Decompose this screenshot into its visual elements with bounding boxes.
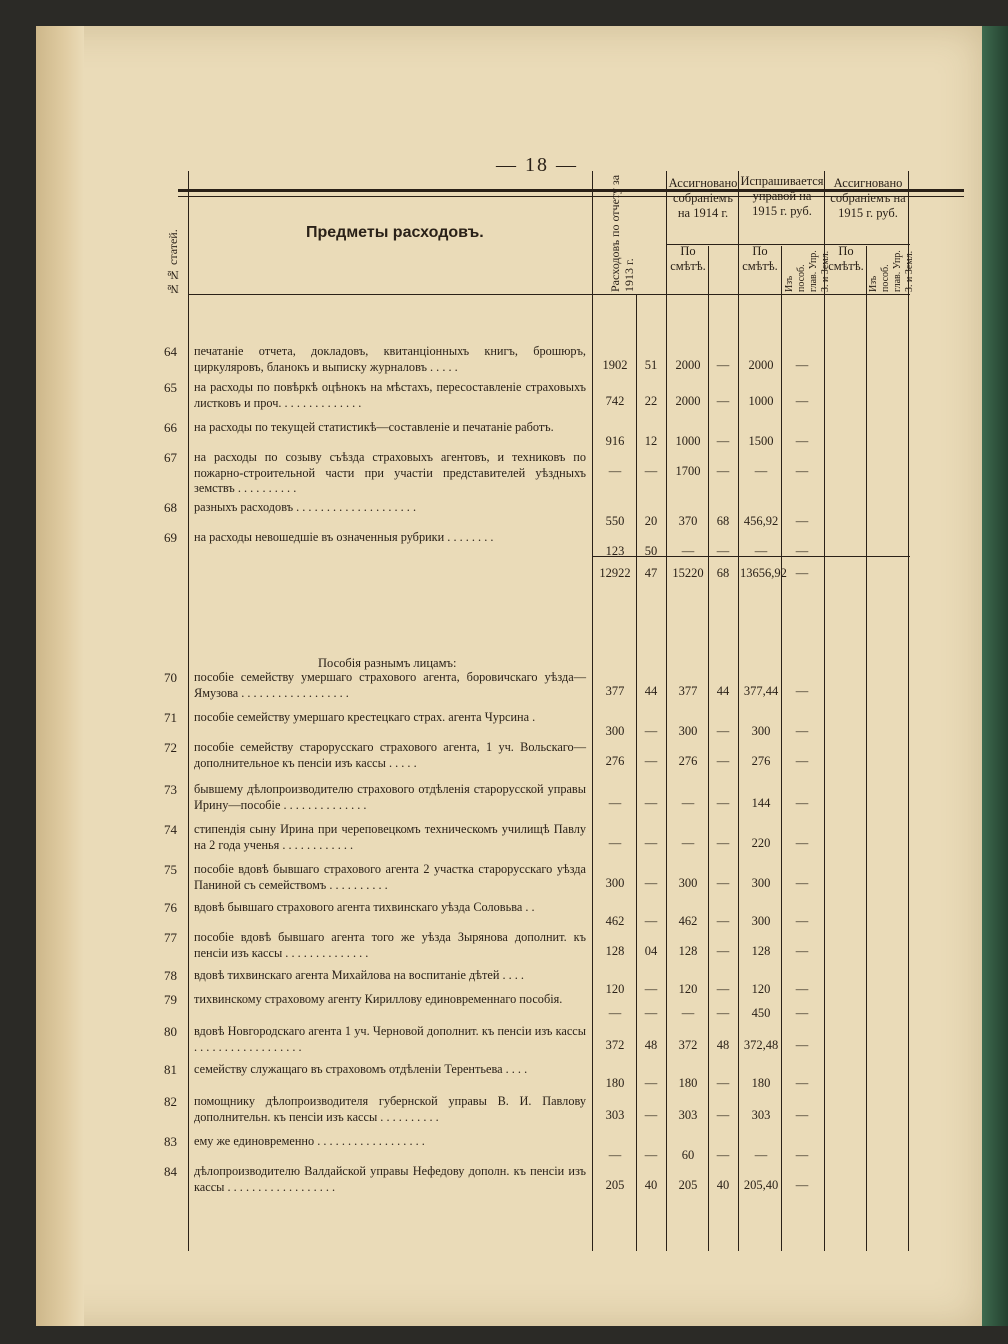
cell-a2: — bbox=[716, 836, 730, 850]
cell-r2: — bbox=[644, 1006, 658, 1020]
cell-r2: — bbox=[644, 464, 658, 478]
page-number: — 18 — bbox=[496, 154, 578, 176]
header-po-smete-1915b: По смѣтѣ. bbox=[828, 244, 864, 273]
total-q2: — bbox=[795, 566, 809, 580]
cell-a2: — bbox=[716, 394, 730, 408]
cell-r2: 44 bbox=[644, 684, 658, 698]
row-number: 67 bbox=[164, 450, 177, 465]
cell-r1: — bbox=[608, 1006, 622, 1020]
cell-a1: 60 bbox=[681, 1148, 695, 1162]
row-number: 64 bbox=[164, 344, 177, 359]
cell-r2: 50 bbox=[644, 544, 658, 558]
row-description: на расходы по повѣркѣ оцѣнокъ на мѣстахъ, пересоставленіе страховыхъ листковъ и проч. . . . . . . . . . . . . . bbox=[194, 380, 586, 410]
cell-q2: — bbox=[795, 1038, 809, 1052]
row-description: разныхъ расходовъ . . . . . . . . . . . . . . . . . . . . bbox=[194, 500, 417, 514]
cell-a2: — bbox=[716, 944, 730, 958]
cell-r1: — bbox=[608, 796, 622, 810]
cell-q1: 450 bbox=[751, 1006, 771, 1020]
cell-r1: 372 bbox=[605, 1038, 625, 1052]
cell-q2: — bbox=[795, 1178, 809, 1192]
cell-a1: — bbox=[681, 836, 695, 850]
cell-r1: 120 bbox=[605, 982, 625, 996]
cell-a2: — bbox=[716, 464, 730, 478]
cell-r1: — bbox=[608, 464, 622, 478]
row-number: 71 bbox=[164, 710, 177, 725]
cell-a1: — bbox=[681, 544, 695, 558]
book-page bbox=[36, 26, 982, 1326]
cell-r1: 276 bbox=[605, 754, 625, 768]
header-bottom-rule bbox=[188, 294, 910, 295]
cell-a2: — bbox=[716, 796, 730, 810]
cell-a2: — bbox=[716, 754, 730, 768]
cell-q2: — bbox=[795, 1148, 809, 1162]
cell-r2: 20 bbox=[644, 514, 658, 528]
cell-a1: 128 bbox=[678, 944, 698, 958]
cell-q1: 377,44 bbox=[743, 684, 779, 698]
page-gutter bbox=[36, 26, 84, 1326]
col-line bbox=[824, 171, 825, 1251]
cell-q1: 456,92 bbox=[743, 514, 779, 528]
cell-r1: 916 bbox=[605, 434, 625, 448]
cell-a1: 377 bbox=[678, 684, 698, 698]
row-description: семейству служащаго въ страховомъ отдѣленіи Терентьева . . . . bbox=[194, 1062, 528, 1076]
cell-a1: 303 bbox=[678, 1108, 698, 1122]
row-description: бывшему дѣлопроизводителю страхового отдѣленія старорусской управы Ирину—пособіе . . . . . . . . . . . . . . bbox=[194, 782, 586, 812]
row-number: 69 bbox=[164, 530, 177, 545]
cell-r2: 04 bbox=[644, 944, 658, 958]
row-description: дѣлопроизводителю Валдайской управы Нефедову дополн. къ пенсіи изъ кассы . . . . . . . . . . . . . . . . . . bbox=[194, 1164, 586, 1194]
row-description: стипендія сыну Ирина при череповецкомъ техническомъ училищѣ Павлу на 2 года ученья . . . . . . . . . . . . bbox=[194, 822, 586, 852]
cell-a2: 44 bbox=[716, 684, 730, 698]
cell-a1: 276 bbox=[678, 754, 698, 768]
cell-q2: — bbox=[795, 982, 809, 996]
cell-r1: 303 bbox=[605, 1108, 625, 1122]
cell-r2: — bbox=[644, 1076, 658, 1090]
cell-a2: 48 bbox=[716, 1038, 730, 1052]
cell-a1: 2000 bbox=[675, 394, 701, 408]
row-number: 79 bbox=[164, 992, 177, 1007]
cell-r2: — bbox=[644, 876, 658, 890]
cell-a1: 372 bbox=[678, 1038, 698, 1052]
row-number: 82 bbox=[164, 1094, 177, 1109]
cell-q1: — bbox=[754, 1148, 768, 1162]
cell-a1: 462 bbox=[678, 914, 698, 928]
cell-q1: 220 bbox=[751, 836, 771, 850]
row-number: 75 bbox=[164, 862, 177, 877]
cell-q2: — bbox=[795, 1076, 809, 1090]
header-col-report: Расходовъ по отчету за 1913 г. bbox=[608, 174, 636, 292]
row-number: 81 bbox=[164, 1062, 177, 1077]
cell-q1: 372,48 bbox=[743, 1038, 779, 1052]
cell-a1: 1000 bbox=[675, 434, 701, 448]
row-description: печатаніе отчета, докладовъ, квитанціонныхъ книгъ, брошюръ, циркуляровъ, бланокъ и выписку журналовъ . . . . . bbox=[194, 344, 586, 374]
row-number: 74 bbox=[164, 822, 177, 837]
cell-q2: — bbox=[795, 358, 809, 372]
cell-r1: 462 bbox=[605, 914, 625, 928]
cell-q1: 1500 bbox=[748, 434, 774, 448]
cell-r2: 12 bbox=[644, 434, 658, 448]
cell-q2: — bbox=[795, 914, 809, 928]
cell-r2: — bbox=[644, 1108, 658, 1122]
total-a1: 15220 bbox=[672, 566, 704, 580]
cell-r1: 180 bbox=[605, 1076, 625, 1090]
row-number: 84 bbox=[164, 1164, 177, 1179]
col-line bbox=[592, 171, 593, 1251]
cell-a2: — bbox=[716, 544, 730, 558]
row-description: на расходы по созыву съѣзда страховыхъ агентовъ, и техниковъ по пожарно-строительной части при участіи представителей уѣздныхъ земствъ . . . . . . . . . . bbox=[194, 450, 586, 495]
header-col-num: №№ статей. bbox=[166, 229, 180, 296]
row-number: 83 bbox=[164, 1134, 177, 1149]
cell-r2: — bbox=[644, 1148, 658, 1162]
cell-q1: 300 bbox=[751, 914, 771, 928]
cell-q1: 276 bbox=[751, 754, 771, 768]
cell-a1: 300 bbox=[678, 876, 698, 890]
cell-r2: 51 bbox=[644, 358, 658, 372]
row-number: 66 bbox=[164, 420, 177, 435]
cell-r1: 742 bbox=[605, 394, 625, 408]
row-description: помощнику дѣлопроизводителя губернской управы В. И. Павлову дополнительн. къ пенсіи изъ кассы . . . . . . . . . . bbox=[194, 1094, 586, 1124]
col-line bbox=[188, 171, 189, 1251]
col-line bbox=[908, 171, 909, 1251]
cell-a1: 370 bbox=[678, 514, 698, 528]
cell-r1: 300 bbox=[605, 724, 625, 738]
header-col-requested-1915: Испрашивается управой на 1915 г. руб. bbox=[740, 174, 824, 218]
total-a2: 68 bbox=[716, 566, 730, 580]
header-col-assigned-1915: Ассигновано собраніемъ на 1915 г. руб. bbox=[830, 176, 906, 220]
cell-q2: — bbox=[795, 724, 809, 738]
cell-q1: 300 bbox=[751, 724, 771, 738]
cell-q1: 2000 bbox=[748, 358, 774, 372]
row-number: 68 bbox=[164, 500, 177, 515]
row-description: на расходы невошедшіе въ означенныя рубрики . . . . . . . . bbox=[194, 530, 494, 544]
cell-a1: — bbox=[681, 796, 695, 810]
cell-r1: 205 bbox=[605, 1178, 625, 1192]
cell-a1: 180 bbox=[678, 1076, 698, 1090]
row-number: 80 bbox=[164, 1024, 177, 1039]
row-number: 78 bbox=[164, 968, 177, 983]
cell-a2: — bbox=[716, 1148, 730, 1162]
cell-q2: — bbox=[795, 754, 809, 768]
row-description: пособіе семейству умершаго крестецкаго страх. агента Чурсина . bbox=[194, 710, 536, 724]
cell-r1: 377 bbox=[605, 684, 625, 698]
cell-q2: — bbox=[795, 514, 809, 528]
cell-r2: 40 bbox=[644, 1178, 658, 1192]
cell-a1: 120 bbox=[678, 982, 698, 996]
cell-r2: — bbox=[644, 914, 658, 928]
row-description: вдовѣ Новгородскаго агента 1 уч. Черновой дополнит. къ пенсіи изъ кассы . . . . . . . . . . . . . . . . . . bbox=[194, 1024, 586, 1054]
cell-a1: 1700 bbox=[675, 464, 701, 478]
row-description: пособіе вдовѣ бывшаго страхового агента 2 участка старорусскаго уѣзда Паниной съ семействомъ . . . . . . . . . . bbox=[194, 862, 586, 892]
cell-q2: — bbox=[795, 544, 809, 558]
cell-q1: 303 bbox=[751, 1108, 771, 1122]
cell-a1: — bbox=[681, 1006, 695, 1020]
cell-q2: — bbox=[795, 394, 809, 408]
header-po-smete-1914: По смѣтѣ. bbox=[670, 244, 706, 273]
cell-q2: — bbox=[795, 944, 809, 958]
cell-q1: — bbox=[754, 464, 768, 478]
cell-a1: 2000 bbox=[675, 358, 701, 372]
row-description: вдовѣ тихвинскаго агента Михайлова на воспитаніе дѣтей . . . . bbox=[194, 968, 524, 982]
cell-r2: — bbox=[644, 982, 658, 996]
cell-q2: — bbox=[795, 684, 809, 698]
cell-a2: 68 bbox=[716, 514, 730, 528]
cell-r1: 128 bbox=[605, 944, 625, 958]
row-number: 65 bbox=[164, 380, 177, 395]
section-title: Пособія разнымъ лицамъ: bbox=[318, 656, 457, 670]
cell-q2: — bbox=[795, 836, 809, 850]
cell-r2: — bbox=[644, 724, 658, 738]
cell-a2: — bbox=[716, 358, 730, 372]
cell-q1: 180 bbox=[751, 1076, 771, 1090]
cell-a1: 300 bbox=[678, 724, 698, 738]
cell-a2: — bbox=[716, 1006, 730, 1020]
cell-q1: 1000 bbox=[748, 394, 774, 408]
cell-q2: — bbox=[795, 796, 809, 810]
row-description: ему же единовременно . . . . . . . . . . . . . . . . . . bbox=[194, 1134, 425, 1148]
row-description: на расходы по текущей статистикѣ—составленіе и печатаніе работъ. bbox=[194, 420, 554, 434]
total-q1: 13656,92 bbox=[740, 566, 787, 580]
cell-r2: — bbox=[644, 796, 658, 810]
row-number: 76 bbox=[164, 900, 177, 915]
cell-a1: 205 bbox=[678, 1178, 698, 1192]
cell-q2: — bbox=[795, 876, 809, 890]
cell-q2: — bbox=[795, 464, 809, 478]
cell-r1: 123 bbox=[605, 544, 625, 558]
cell-a2: 40 bbox=[716, 1178, 730, 1192]
total-r1: 12922 bbox=[599, 566, 631, 580]
cell-a2: — bbox=[716, 1108, 730, 1122]
row-description: пособіе вдовѣ бывшаго агента того же уѣзда Зырянова дополнит. къ пенсіи изъ кассы . . . . . . . . . . . . . . bbox=[194, 930, 586, 960]
header-iz-posob-1915b: Изъ пособ. глав. Упр. З. и Земл. bbox=[868, 250, 915, 292]
cell-q2: — bbox=[795, 1108, 809, 1122]
cell-r1: — bbox=[608, 836, 622, 850]
cell-a2: — bbox=[716, 434, 730, 448]
total-r2: 47 bbox=[644, 566, 658, 580]
cell-q1: 144 bbox=[751, 796, 771, 810]
cell-r1: 300 bbox=[605, 876, 625, 890]
col-line bbox=[866, 246, 867, 1251]
row-number: 70 bbox=[164, 670, 177, 685]
cell-a2: — bbox=[716, 982, 730, 996]
cell-r1: — bbox=[608, 1148, 622, 1162]
cell-r2: — bbox=[644, 836, 658, 850]
row-description: пособіе семейству умершаго страхового агента, боровичскаго уѣзда—Ямузова . . . . . . . . . . . . . . . . . . bbox=[194, 670, 586, 700]
cell-q1: 300 bbox=[751, 876, 771, 890]
cell-q1: 128 bbox=[751, 944, 771, 958]
cell-a2: — bbox=[716, 876, 730, 890]
row-description: пособіе семейству старорусскаго страхового агента, 1 уч. Вольскаго—дополнительное къ пенсіи изъ кассы . . . . . bbox=[194, 740, 586, 770]
cell-a2: — bbox=[716, 724, 730, 738]
cell-q2: — bbox=[795, 1006, 809, 1020]
row-description: тихвинскому страховому агенту Кириллову единовременнаго пособія. bbox=[194, 992, 563, 1006]
row-number: 73 bbox=[164, 782, 177, 797]
book-cover-edge bbox=[982, 26, 1008, 1326]
row-description: вдовѣ бывшаго страхового агента тихвинскаго уѣзда Соловьва . . bbox=[194, 900, 535, 914]
cell-r1: 1902 bbox=[602, 358, 628, 372]
col-line bbox=[738, 171, 739, 1251]
header-col-assigned-1914: Ассигновано собраніемъ на 1914 г. bbox=[668, 176, 738, 220]
cell-a2: — bbox=[716, 1076, 730, 1090]
row-number: 77 bbox=[164, 930, 177, 945]
cell-r2: 22 bbox=[644, 394, 658, 408]
header-iz-posob-1915: Изъ пособ. глав. Упр. З. и Земл. bbox=[784, 250, 831, 292]
row-number: 72 bbox=[164, 740, 177, 755]
cell-q1: 205,40 bbox=[743, 1178, 779, 1192]
cell-q1: — bbox=[754, 544, 768, 558]
cell-a2: — bbox=[716, 914, 730, 928]
cell-q2: — bbox=[795, 434, 809, 448]
cell-r2: — bbox=[644, 754, 658, 768]
cell-q1: 120 bbox=[751, 982, 771, 996]
cell-r1: 550 bbox=[605, 514, 625, 528]
header-col-subject: Предметы расходовъ. bbox=[306, 224, 484, 241]
cell-r2: 48 bbox=[644, 1038, 658, 1052]
col-line bbox=[666, 171, 667, 1251]
header-po-smete-1915: По смѣтѣ. bbox=[742, 244, 778, 273]
